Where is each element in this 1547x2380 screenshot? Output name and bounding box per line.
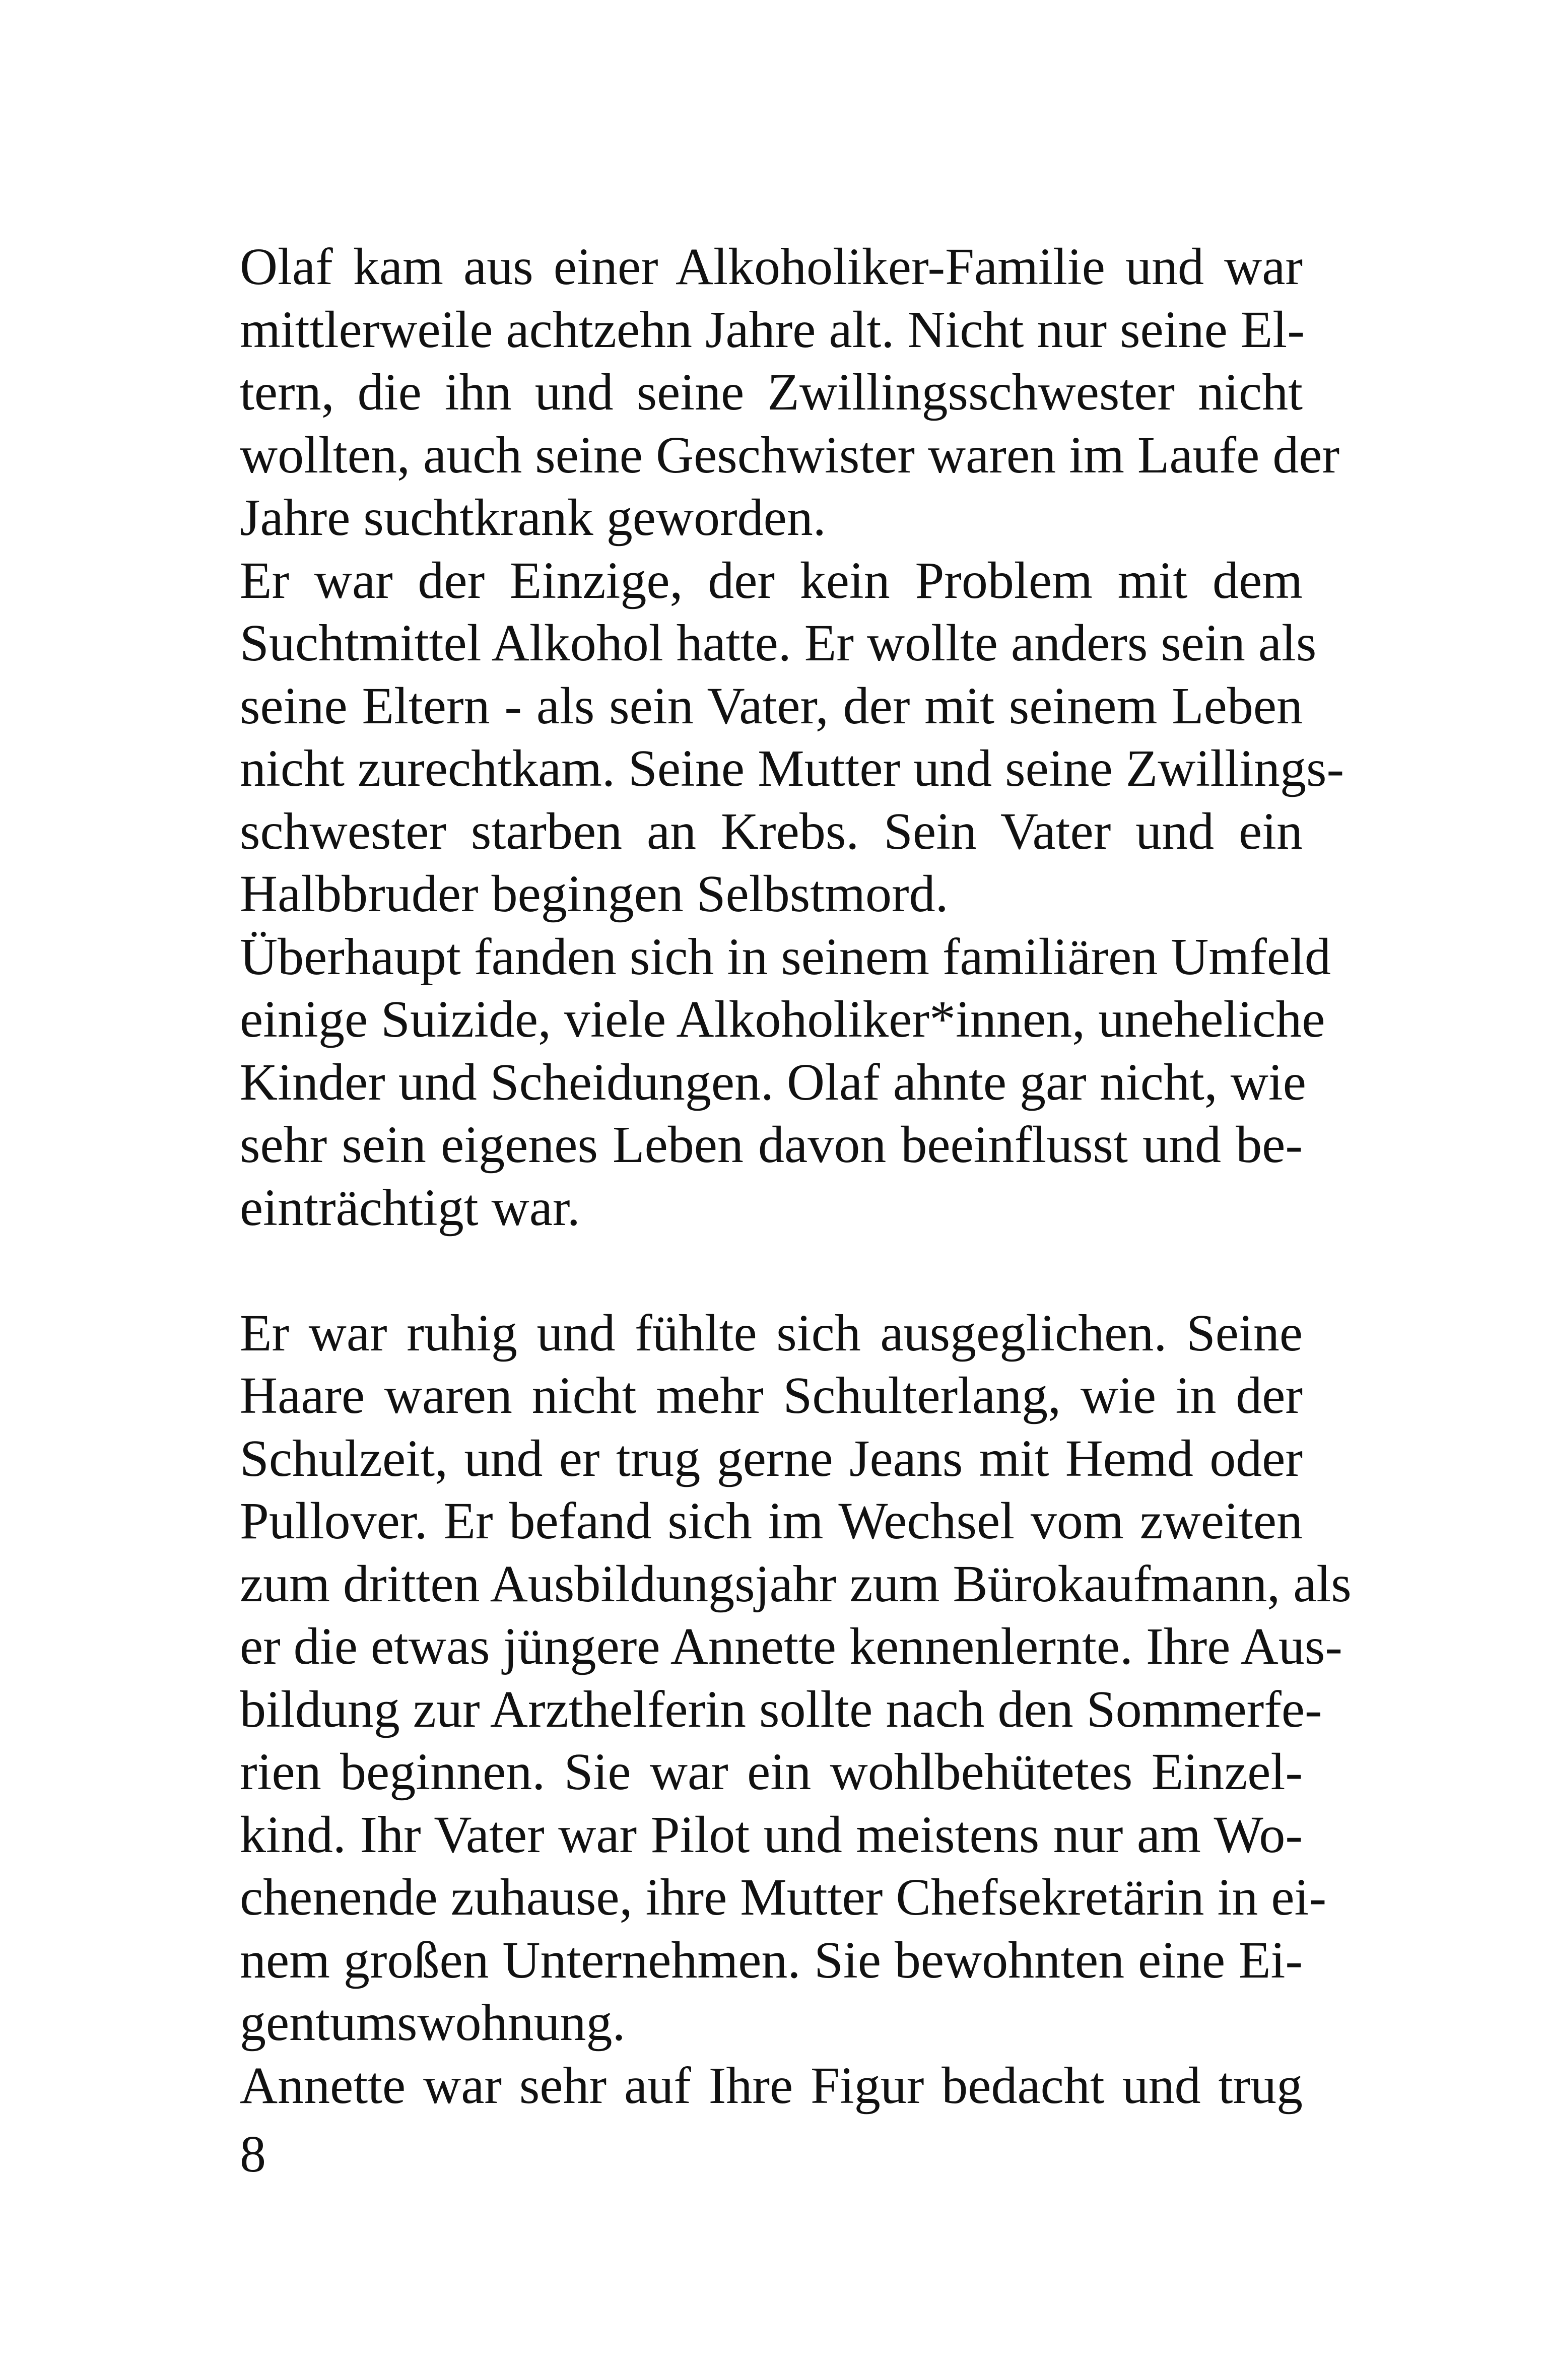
page-number: 8 <box>240 2125 266 2183</box>
text-line: einträchtigt war. <box>240 1178 580 1237</box>
text-line: Er war ruhig und fühlte sich ausgeglichen. Seine <box>240 1304 1303 1362</box>
text-line: er die etwas jüngere Annette kennenlernte. Ihre Aus- <box>240 1617 1342 1675</box>
text-line: mittlerweile achtzehn Jahre alt. Nicht nur seine El- <box>240 300 1305 359</box>
text-line: Pullover. Er befand sich im Wechsel vom zweiten <box>240 1492 1303 1550</box>
text-line: Annette war sehr auf Ihre Figur bedacht und trug <box>240 2056 1303 2115</box>
text-line: Suchtmittel Alkohol hatte. Er wollte anders sein als <box>240 614 1317 672</box>
text-line: nem großen Unternehmen. Sie bewohnten eine Ei- <box>240 1931 1303 1989</box>
text-line: chenende zuhause, ihre Mutter Chefsekretärin in ei- <box>240 1868 1327 1926</box>
text-line: nicht zurechtkam. Seine Mutter und seine Zwillings- <box>240 739 1344 797</box>
text-line: Olaf kam aus einer Alkoholiker-Familie und war <box>240 238 1303 296</box>
text-line: rien beginnen. Sie war ein wohlbehütetes Einzel- <box>240 1743 1303 1801</box>
text-line: Überhaupt fanden sich in seinem familiären Umfeld <box>240 927 1331 986</box>
text-line: einige Suizide, viele Alkoholiker*innen, uneheliche <box>240 990 1325 1048</box>
text-line: Haare waren nicht mehr Schulterlang, wie in der <box>240 1367 1303 1424</box>
text-line: Jahre suchtkrank geworden. <box>240 489 826 547</box>
text-line: Kinder und Scheidungen. Olaf ahnte gar nicht, wie <box>240 1053 1306 1111</box>
paragraph-gap <box>240 1239 1303 1302</box>
text-line: seine Eltern - als sein Vater, der mit seinem Leben <box>240 676 1303 735</box>
text-line: sehr sein eigenes Leben davon beeinflusst und be- <box>240 1116 1303 1174</box>
text-line: gentumswohnung. <box>240 1994 626 2052</box>
body-text <box>240 236 1352 2117</box>
text-line: zum dritten Ausbildungsjahr zum Bürokaufmann, als <box>240 1554 1352 1613</box>
text-line: Er war der Einzige, der kein Problem mit dem <box>240 551 1303 609</box>
text-line: kind. Ihr Vater war Pilot und meistens nur am Wo- <box>240 1805 1303 1864</box>
text-line: tern, die ihn und seine Zwillingsschwester nicht <box>240 363 1303 421</box>
text-line: wollten, auch seine Geschwister waren im Laufe der <box>240 426 1340 484</box>
text-line: bildung zur Arzthelferin sollte nach den Sommerfe- <box>240 1680 1322 1738</box>
text-line: schwester starben an Krebs. Sein Vater und ein <box>240 802 1303 860</box>
text-line: Schulzeit, und er trug gerne Jeans mit Hemd oder <box>240 1429 1303 1487</box>
text-line: Halbbruder begingen Selbstmord. <box>240 865 949 923</box>
